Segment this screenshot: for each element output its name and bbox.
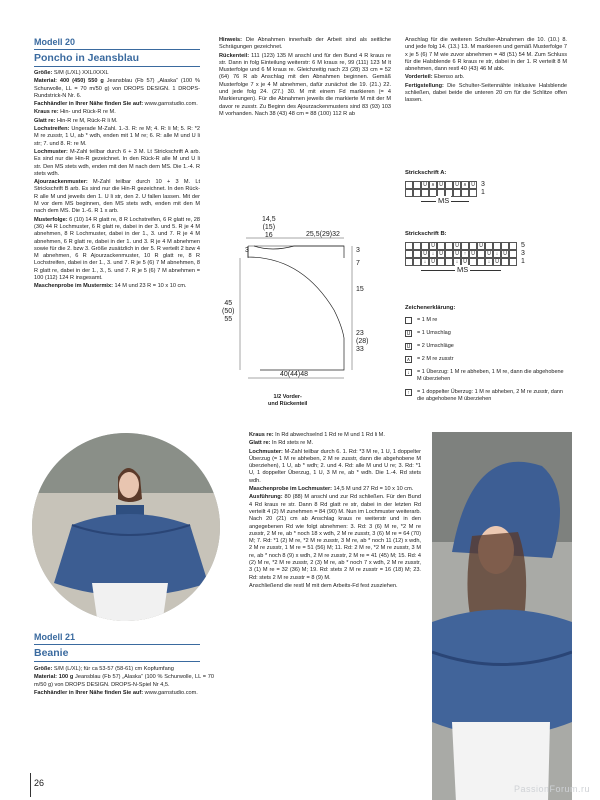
chart-b-cell (413, 250, 421, 258)
chart-a-row-3: 3 (481, 181, 485, 188)
model21-title: Beanie (34, 647, 69, 659)
model20-title: Poncho in Jeansblau (34, 52, 140, 64)
text-paragraph (34, 217, 200, 283)
poncho-photo-image (32, 433, 222, 623)
right-seven-measure: 7 (356, 260, 360, 267)
left-top-measure: 3 (245, 247, 249, 254)
chart-b-cell (405, 258, 413, 266)
model21-right-column (249, 432, 421, 591)
paragraph-text: Die Abnahmen innerhalb der Arbeit sind als seitliche Schrägungen gezeichnet. (219, 37, 391, 51)
page-number: 26 (34, 778, 45, 788)
poncho-photo (30, 431, 222, 623)
watermark: PassionForum.ru (513, 784, 590, 794)
chart-a-cell: U (469, 181, 477, 189)
legend-text: = 2 M re zusstr (417, 356, 454, 362)
chart-b-cell (437, 258, 445, 266)
legend-text: = 1 Umschlag (417, 330, 451, 336)
legend (405, 305, 565, 409)
model20-column-3 (405, 37, 567, 106)
caption-line-2: und Rückenteil (268, 401, 308, 407)
chart-b-cell (461, 242, 469, 250)
chart-b-cell (469, 242, 477, 250)
text-paragraph (219, 53, 391, 119)
text-paragraph (34, 666, 214, 673)
legend-item (405, 343, 565, 350)
legend-list (405, 317, 565, 403)
paragraph-text: Ebenso arb. (432, 74, 465, 81)
chart-b-cell (445, 242, 453, 250)
legend-symbol: ∧ (406, 356, 411, 363)
chart-b-cell (493, 242, 501, 250)
chart-b-cell: ↓ (429, 250, 437, 258)
legend-symbol: ↑ (405, 389, 412, 396)
chart-a-cell (469, 189, 477, 197)
chart-b-cell (405, 250, 413, 258)
page-number-rule (30, 773, 31, 797)
paragraph-heading: Hinweis: (219, 37, 243, 43)
height-2: (50) (222, 308, 235, 315)
model20-label: Modell 20 (34, 37, 76, 47)
text-paragraph (34, 70, 200, 77)
chart-a-cell (421, 189, 429, 197)
chart-b-cell: ↓ (453, 258, 461, 266)
paragraph-heading: Glatt re: (34, 117, 56, 124)
chart-a-cell (453, 189, 461, 197)
chart-b-title: Strickschrift B: (405, 231, 447, 237)
chart-a-cell: U (453, 181, 461, 189)
paragraph-heading: Ausführung: (249, 494, 283, 501)
chart-a-cell: ∧ (429, 181, 437, 189)
legend-title: Zeichenerklärung: (405, 305, 456, 311)
shoulder-width: 25,5(29)32 (306, 231, 340, 238)
chart-a-cell (461, 189, 469, 197)
chart-a-cell (413, 181, 421, 189)
text-paragraph (34, 674, 214, 689)
paragraph-text: M-Zahl teilbar durch 6 + 3 M. Lt Strickschrift A arb. Es sind nur die Hin-R gezeichnet. In den Rück-R alle M und U li str. Den MS stets wdh, enden mit den M nach dem MS. Die 1.-4. R stets wdh. (34, 148, 200, 177)
text-paragraph (249, 494, 421, 582)
text-paragraph (249, 486, 421, 493)
chart-b-ms-label: MS (457, 265, 469, 274)
chart-b-cell (413, 258, 421, 266)
paragraph-text: 6 (10) 14 R glatt re, 8 R Lochstreifen, 6 R glatt re, 28 (36) 44 R Lochmuster, 6 R glatt re, dabei in der 3. und 5. R je 4 M abnehmen, 8 R Lochmuster, dabei in der 1., 3. und 7. R je 4 M abnehmen, 6 R glatt re, dabei in der 1. und 3. R je 4 M abnehmen sowie für die 2. bzw 3. Größe zusätzlich in der 5. R verteilt 2 bzw 4 M abnehmen, 6 R Ajourzackenmuster, 10 R glatt re, 8 R Lochstreifen, dabei in der 1., 3. und 7. R je 5 (6) 7 M abnehmen, 8 R glatt re, dabei in der 1., 3., 5. und 7. R je 5 (6) 7 M abnehmen = 100 (112) 124 R insgesamt. (34, 216, 200, 282)
text-paragraph (249, 583, 421, 590)
chart-b-cell: ↓ (485, 258, 493, 266)
paragraph-text: Jeansblau (Fb 57) „Alaska“ (100 % Schurwolle, LL = 70 m/50 g) von DROPS DESIGN. DROPS-N-Spiel Nr 4,5. (34, 674, 214, 688)
chart-b-cell: ↑ (461, 250, 469, 258)
legend-item (405, 317, 565, 324)
chart-a-cell (405, 189, 413, 197)
chart-a-cell (445, 181, 453, 189)
paragraph-text: Anschlag für die weiteren Schulter-Abnahmen die 10. (10.) 8. und jede folg 14. (13.) 13. M markieren und gemäß Musterfolge 7 x je 5 (6) 7 M wie zuvor abnehmen = 48 (51) 54 M. Zum Schluss für die Halsblende 6 R kraus re str, dabei in der 1. R verteilt 8 M abnehmen, dann restl 40 (43) 46 M abk. (405, 37, 567, 73)
chart-a-cell (405, 181, 413, 189)
chart-b-cell: U (437, 250, 445, 258)
text-paragraph (405, 83, 567, 105)
model20-column-2 (219, 37, 391, 119)
chart-a-body (405, 181, 555, 197)
legend-symbol: Ü (406, 343, 411, 350)
text-paragraph (34, 101, 200, 108)
paragraph-text: Anschließend die restl M mit dem Arbeits-Fd fest zusziehen. (249, 582, 398, 589)
chart-a-cell: U (421, 181, 429, 189)
legend-item (405, 330, 565, 337)
chart-b-cell: ↓ (493, 250, 501, 258)
paragraph-heading: Material: 100 g (34, 674, 74, 681)
neck-width (262, 216, 276, 240)
text-paragraph (249, 440, 421, 447)
paragraph-heading: Material: 400 (450) 550 g (34, 78, 104, 85)
legend-text: = 2 Umschläge (417, 343, 454, 349)
legend-text: = 1 Überzug: 1 M re abheben, 1 M re, dann die abgehobene M überziehen (417, 369, 564, 382)
chart-a-cell (413, 189, 421, 197)
chart-b-cell: U (421, 250, 429, 258)
paragraph-heading: Vorderteil: (405, 74, 433, 81)
text-paragraph (34, 149, 200, 178)
chart-b-row-5: 5 (521, 242, 525, 249)
chart-a-repeat (405, 197, 477, 207)
total-height (222, 300, 234, 324)
chart-a-row-numbers (481, 181, 485, 197)
divider (34, 661, 200, 662)
legend-text: = 1 M re (417, 317, 438, 323)
poncho-schematic (222, 218, 392, 418)
legend-symbol: U (406, 330, 411, 337)
chart-a-title: Strickschrift A: (405, 170, 447, 176)
paragraph-heading: Größe: (34, 70, 53, 76)
chart-a-grid (405, 181, 477, 197)
chart-b-row-1: 1 (521, 258, 525, 265)
chart-b-cell (477, 250, 485, 258)
chart-b-cell: Ü (461, 258, 469, 266)
paragraph-heading: Fachhändler in Ihrer Nähe finden Sie auf: (34, 101, 144, 108)
bottom-width: 40(44)48 (280, 371, 309, 378)
caption-line-1: 1/2 Vorder- (273, 394, 302, 400)
paragraph-text: 14 M und 23 R = 10 x 10 cm. (112, 283, 187, 290)
side-height-2: (28) (356, 338, 369, 345)
chart-b-cell: Ü (429, 242, 437, 250)
text-paragraph (34, 109, 200, 116)
paragraph-heading: Größe: (34, 666, 53, 672)
paragraph-heading: Rückenteil: (219, 52, 250, 59)
chart-a-block (405, 170, 555, 207)
chart-b-cell: Ü (429, 258, 437, 266)
text-paragraph (405, 74, 567, 81)
chart-b-cell (501, 242, 509, 250)
text-paragraph (34, 283, 200, 290)
legend-item (405, 389, 565, 403)
right-fifteen-measure: 15 (356, 286, 364, 293)
text-paragraph (249, 449, 421, 485)
paragraph-heading: Fachhändler in Ihrer Nähe finden Sie auf: (34, 689, 144, 696)
chart-a-row-1: 1 (481, 189, 485, 196)
model21-label: Modell 21 (34, 632, 76, 642)
paragraph-text: In Rd stets re M. (270, 440, 314, 447)
side-height-1: 23 (356, 330, 364, 337)
chart-b-cell: U (469, 250, 477, 258)
side-height (356, 330, 368, 354)
text-paragraph (249, 432, 421, 439)
chart-b-cell (501, 258, 509, 266)
paragraph-heading: Lochstreifen: (34, 126, 70, 133)
paragraph-text: www.garnstudio.com. (143, 101, 198, 108)
paragraph-text: S/M (L/XL); für ca 53-57 (58-61) cm Kopfumfang (52, 666, 174, 672)
height-1: 45 (224, 300, 233, 307)
chart-b-cell (485, 242, 493, 250)
chart-b-cell (509, 250, 517, 258)
divider (34, 49, 200, 50)
chart-a-ms-label: MS (438, 196, 450, 205)
chart-b-cell (437, 242, 445, 250)
neck-size-2: (15) (262, 224, 276, 231)
paragraph-text: 80 (88) M anschl und zur Rd schließen. Für den Bund 4 Rd kraus re str. Dann 8 Rd glatt re str, dabei in der letzten Rd verteilt 4 (2) M zunehmen = 84 (90) M. Nun im Lochmuster weiterarb. Nach 20 (21) cm ab Anschlag kraus re weiterstr und in den angegebenen Rd wie folgt abnehmen: 3. Rd: 3 (6) M re, *2 M re zusstr, 2 M re, ab * noch 18 x wdh, 2 M re zusstr, 3 (6) M re = 64 (70) M; 7. Rd: *1 (2) M re, *2 M re zusstr, 3 M re, ab * noch 11 (12) x wdh, 2 M re zusstr, 1 M re = 51 (56) M; 11. Rd: 2 M re, *2 M re zusstr, 3 M re, ab * noch 8 (9) x wdh, 2 M re zusstr, 2 M re = 41 (45) M; 15. Rd: 4 (2) M re, *2 M re zusstr, 2 (3) M re, ab * noch 7 x wdh, 2 M re zusstr, 3 (1) M re = 32 (36) M; 19. Rd: stets 2 M re zusstr = 16 (18) M; 23. Rd: stets 2 M re zusstr = 8 (9) M. (249, 494, 421, 581)
paragraph-text: S/M (L/XL) XXL/XXXL (52, 70, 109, 76)
legend-text: = 1 doppelter Überzug: 1 M re abheben, 2 M re zusstr, dann die abgehobene M überziehen (417, 389, 563, 402)
text-paragraph (405, 37, 567, 73)
beanie-photo-image (432, 432, 572, 800)
chart-b-cell (509, 258, 517, 266)
paragraph-text: www.garnstudio.com. (143, 689, 198, 696)
paragraph-text: Jeansblau (Fb 57) „Alaska“ (100 % Schurwolle, LL = 70 m/50 g) von DROPS DESIGN. 1 DROPS-Rundstrick-N Nr. 6. (34, 78, 200, 99)
side-height-3: 33 (356, 346, 364, 353)
paragraph-heading: Kraus re: (34, 109, 59, 116)
chart-b-block (405, 231, 555, 276)
chart-b-cell (445, 258, 453, 266)
chart-b-cell: U (453, 250, 461, 258)
paragraph-text: Hin- und Rück-R re M. (58, 109, 116, 116)
chart-b-cell (445, 250, 453, 258)
paragraph-heading: Lochmuster: (249, 448, 283, 455)
beanie-photo (432, 432, 572, 800)
divider (34, 644, 200, 645)
paragraph-text: Ungerade M-Zahl. 1.-3. R: re M; 4. R: li M; 5. R: *2 M re zusstr, 1 U, ab * wdh, enden mit 1 M re; 6. R: alle M und U li str; 7. und 8. R: re M. (34, 126, 200, 147)
legend-symbol (405, 317, 412, 324)
legend-item (405, 356, 565, 363)
chart-b-grid (405, 242, 517, 266)
paragraph-heading: Maschenprobe im Lochmuster: (249, 486, 332, 493)
divider (34, 66, 200, 67)
height-3: 55 (224, 316, 233, 323)
chart-b-row-3: 3 (521, 250, 525, 257)
neck-size-1: 14,5 (262, 216, 276, 223)
text-paragraph (219, 37, 391, 52)
paragraph-heading: Glatt re: (249, 440, 271, 447)
legend-symbol: ↓ (405, 369, 412, 376)
chart-b-cell (413, 242, 421, 250)
chart-b-repeat (405, 266, 517, 276)
text-paragraph (34, 690, 214, 697)
model21-left-column (34, 666, 214, 698)
chart-b-cell: Ü (493, 258, 501, 266)
chart-b-cell (509, 242, 517, 250)
chart-a-cell: U (437, 181, 445, 189)
paragraph-text: M-Zahl teilbar durch 10 + 3 M. Lt Strickschrift B arb. Es sind nur die Hin-R gezeichnet. In den Rück-R alle M und jeweils den 1. U li str, den 2. U fallen lassen. Mit der M vor dem MS beginnen, den MS stets wdh, enden mit den M nach dem MS. Die 1.-6. R 1 x arb. (34, 179, 200, 215)
paragraph-heading: Lochmuster: (34, 148, 68, 155)
text-paragraph (34, 126, 200, 148)
schematic-caption (268, 394, 307, 408)
model20-header (34, 37, 200, 67)
text-paragraph (34, 78, 200, 100)
chart-b-cell: U (485, 250, 493, 258)
paragraph-heading: Kraus re: (249, 432, 274, 438)
model20-column-1 (34, 70, 200, 292)
chart-b-cell: U (501, 250, 509, 258)
paragraph-heading: Maschenprobe im Mustermix: (34, 283, 113, 290)
chart-b-body (405, 242, 555, 266)
paragraph-heading: Musterfolge: (34, 216, 68, 223)
chart-b-cell: Ü (477, 242, 485, 250)
paragraph-text: 111 (123) 135 M anschl und für den Bund 4 R kraus re str. Dann in folg Einteilung weiterstr: 6 M kraus re, 99 (111) 123 M lt Musterfolge und 6 M kraus re. Gleichzeitig nach 23 (28) 33 cm = 52 (64) 76 R ab Anschlag mit den Abnahmen beginnen. Gemäß Musterfolge 7 x je 4 M abnehmen, dafür zunächst die 19. (21.) 22. und jede folg 24. (27.) 30. M mit einem Fd markieren (= 4 Markierungen). Für die Abnahmen jeweils die markierte M mit der M davor re zusstr. Zu Beginn des Ajourzackenmusters sind 83 (93) 103 M vorhanden. Nach 38 (43) 48 cm = 88 (100) 112 R ab (219, 52, 391, 117)
chart-a-cell: ∧ (461, 181, 469, 189)
right-top-measure: 3 (356, 247, 360, 254)
paragraph-text: 14,5 M und 27 Rd = 10 x 10 cm. (332, 486, 414, 493)
chart-b-cell (405, 242, 413, 250)
model21-header (34, 632, 200, 662)
paragraph-heading: Ajourzackenmuster: (34, 179, 88, 186)
text-paragraph (34, 118, 200, 125)
chart-b-cell (421, 242, 429, 250)
text-paragraph (34, 179, 200, 215)
chart-b-cell: Ü (453, 242, 461, 250)
chart-b-cell (477, 258, 485, 266)
legend-item (405, 369, 565, 383)
paragraph-text: In Rd abwechselnd 1 Rd re M und 1 Rd li M. (273, 432, 385, 438)
chart-b-row-numbers (521, 242, 525, 266)
paragraph-text: Hin-R re M, Rück-R li M. (55, 117, 118, 124)
neck-size-3: 16 (264, 232, 273, 239)
paragraph-text: M-Zahl teilbar durch 6. 1. Rd: *3 M re, 1 U, 1 doppelter Überzug (= 1 M re abheben, 2 M re zusstr, dann die abgehobene M überziehen), 1 U, ab * wdh; 2. und 4. Rd: alle M und U re; 3. Rd: *1 U, 1 doppelter Überzug, 1 U, 3 M re, ab * wdh. Die 1.-4. Rd stets wdh. (249, 448, 421, 484)
paragraph-heading: Fertigstellung: (405, 82, 444, 89)
chart-b-cell: ↓ (421, 258, 429, 266)
paragraph-text: Die Schulter-Seitennähte inklusive Halsblende schließen, dabei beide die unteren 20 cm für die Schlitze offen lassen. (405, 82, 567, 104)
